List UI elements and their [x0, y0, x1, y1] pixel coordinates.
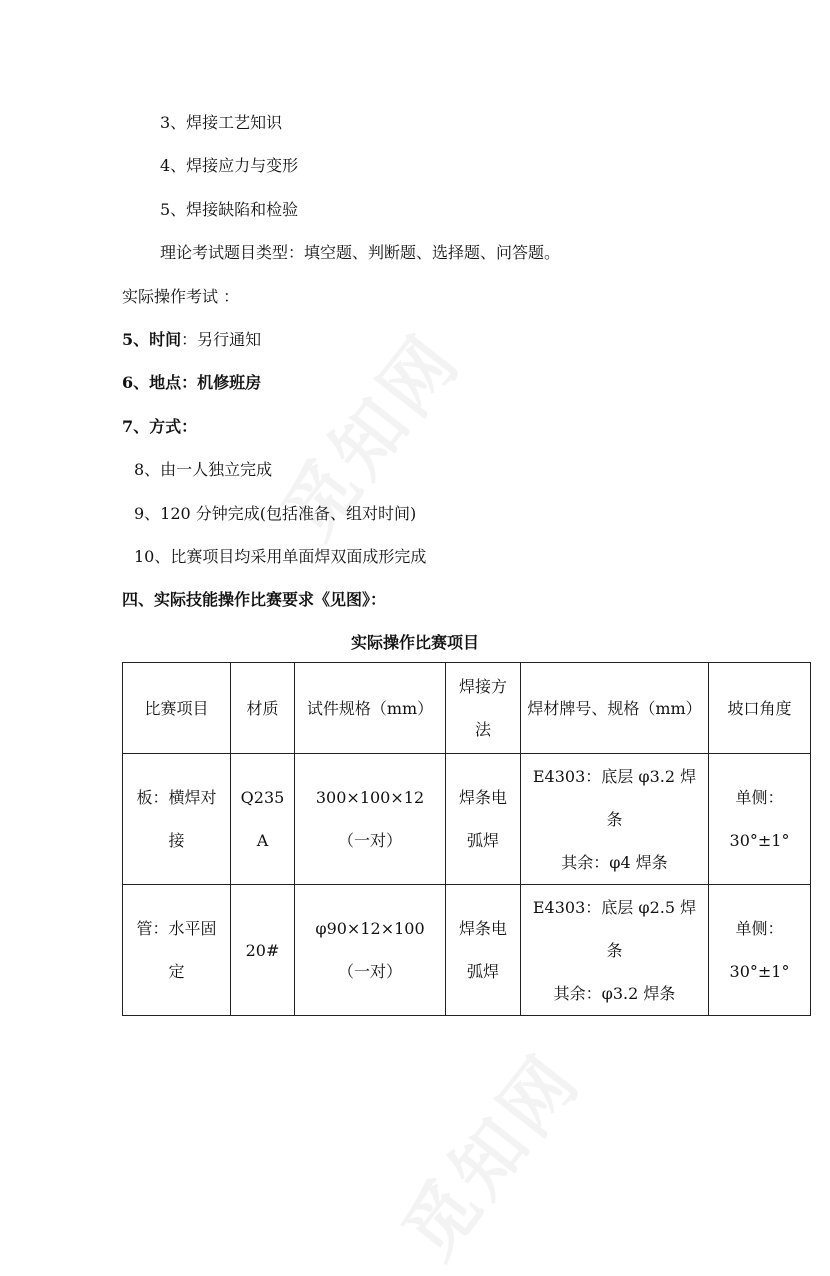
- table-row: [123, 885, 811, 1016]
- time-label: 5、时间: [122, 330, 182, 349]
- practical-exam-heading: 实际操作考试 ：: [122, 287, 240, 306]
- place-line: 6、地点：机修班房: [122, 373, 262, 392]
- cell-line: 条: [606, 809, 623, 829]
- table-caption: 实际操作比赛项目: [350, 633, 479, 652]
- cell-line: 弧焊: [466, 831, 499, 850]
- cell-line: 单侧：: [735, 919, 784, 938]
- header-project: 比赛项目: [123, 663, 231, 754]
- section-heading: 四、实际技能操作比赛要求《见图》：: [122, 590, 387, 609]
- cell-line: A: [256, 831, 269, 850]
- cell-line: 其余：φ3.2 焊条: [553, 983, 676, 1003]
- cell-line: 条: [606, 940, 623, 960]
- header-spec: 试件规格（mm）: [295, 663, 446, 754]
- cell-line: 30°±1°: [729, 962, 790, 981]
- table-header-row: [123, 663, 811, 754]
- cell-line: 定: [168, 962, 185, 981]
- table-row: [123, 754, 811, 885]
- cell-material: [231, 885, 295, 1016]
- cell-line: 焊接方: [458, 677, 507, 696]
- cell-line: E4303：底层 φ3.2 焊: [532, 766, 697, 786]
- cell-line: 弧焊: [466, 962, 499, 981]
- cell-method: [446, 754, 521, 885]
- cell-line: 其余：φ4 焊条: [561, 852, 668, 872]
- cell-consumable: [521, 885, 709, 1016]
- cell-spec: [295, 885, 446, 1016]
- header-angle: 坡口角度: [709, 663, 811, 754]
- watermark: [374, 1028, 600, 1276]
- cell-line: （一对）: [337, 962, 402, 981]
- list-item: 9、120 分钟完成(包括准备、组对时间): [134, 504, 417, 523]
- header-consumable: 焊材牌号、规格（mm）: [521, 663, 709, 754]
- cell-consumable: [521, 754, 709, 885]
- cell-line: 焊条电: [458, 788, 507, 807]
- cell-line: 板：横焊对: [136, 788, 217, 807]
- method-heading: 7、方式：: [122, 417, 198, 436]
- cell-line: 30°±1°: [729, 831, 790, 850]
- exam-types-paragraph: 理论考试题目类型：填空题、判断题、选择题、问答题。: [160, 243, 561, 262]
- cell-project: [123, 754, 231, 885]
- competition-table: [122, 662, 811, 1016]
- cell-material: [231, 754, 295, 885]
- cell-line: （一对）: [337, 831, 402, 850]
- cell-project: [123, 885, 231, 1016]
- cell-line: 法: [474, 720, 491, 739]
- cell-line: 管：水平固: [136, 919, 217, 938]
- cell-line: 单侧：: [735, 788, 784, 807]
- time-line: [122, 329, 261, 351]
- cell-spec: [295, 754, 446, 885]
- cell-line: 300×100×12: [315, 788, 425, 807]
- time-value: ：另行通知: [181, 330, 262, 349]
- list-item: 5、焊接缺陷和检验: [160, 200, 299, 219]
- cell-line: φ90×12×100: [315, 919, 425, 938]
- cell-line: Q235: [240, 788, 285, 807]
- list-item: 10、比赛项目均采用单面焊双面成形完成: [134, 547, 427, 566]
- cell-line: 焊条电: [458, 919, 507, 938]
- cell-line: E4303：底层 φ2.5 焊: [532, 897, 697, 917]
- header-material: 材质: [231, 663, 295, 754]
- cell-line: 接: [168, 831, 185, 850]
- cell-line: 20#: [245, 940, 280, 960]
- header-method: [446, 663, 521, 754]
- list-item: 4、焊接应力与变形: [160, 156, 299, 175]
- cell-angle: [709, 885, 811, 1016]
- list-item: 3、焊接工艺知识: [160, 113, 283, 132]
- cell-method: [446, 885, 521, 1016]
- list-item: 8、由一人独立完成: [134, 460, 273, 479]
- cell-angle: [709, 754, 811, 885]
